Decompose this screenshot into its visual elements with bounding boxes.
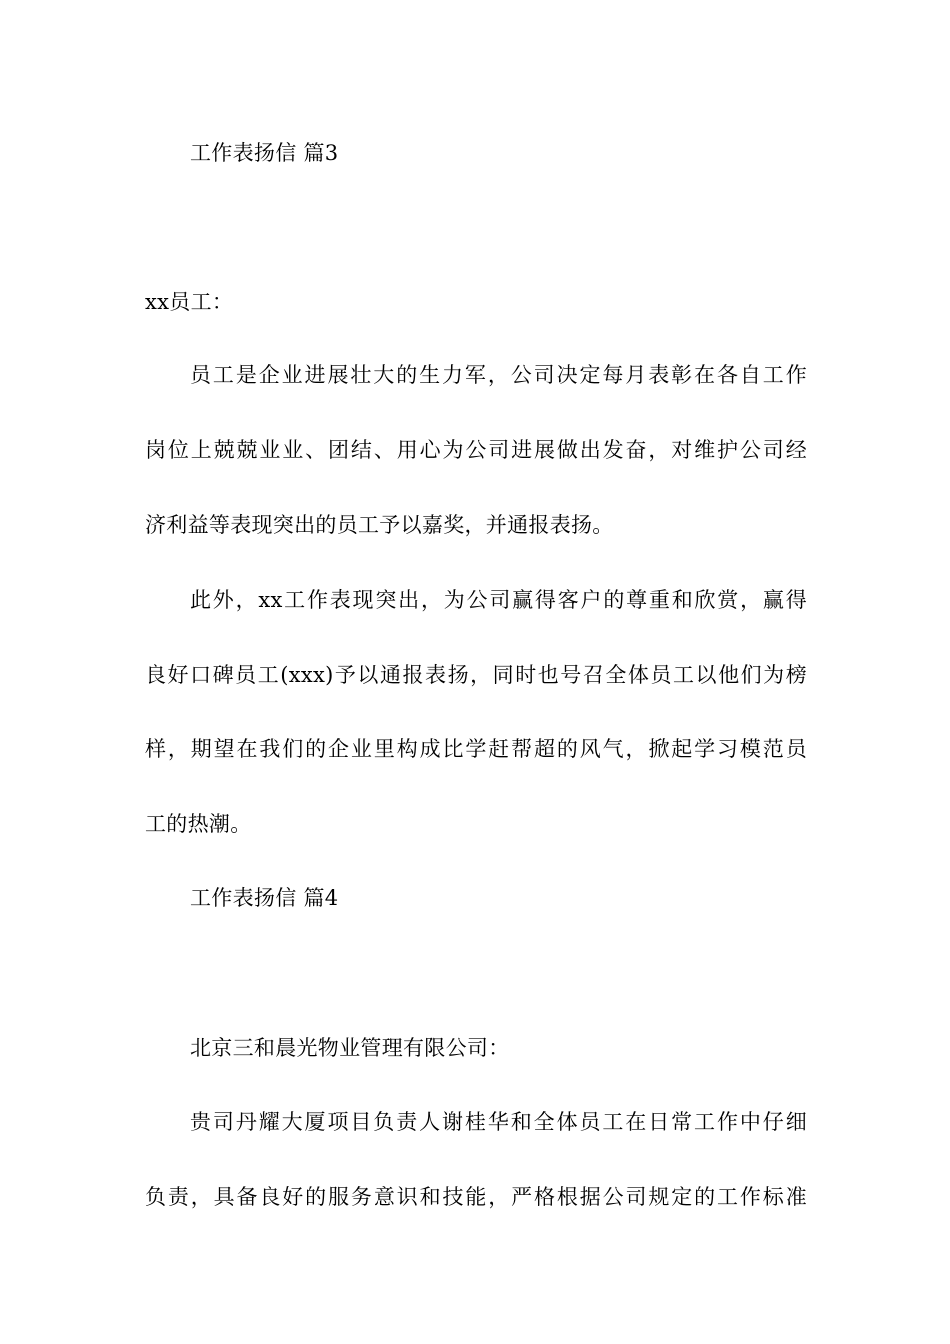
paragraph-line: 样，期望在我们的企业里构成比学赶帮超的风气，掀起学习模范员 xyxy=(145,737,807,761)
paragraph-line: 济利益等表现突出的员工予以嘉奖，并通报表扬。 xyxy=(145,513,614,537)
section-heading-4: 工作表扬信 篇4 xyxy=(190,886,339,910)
paragraph-line: 良好口碑员工(xxx)予以通报表扬，同时也号召全体员工以他们为榜 xyxy=(145,663,807,687)
section-heading-3: 工作表扬信 篇3 xyxy=(190,141,339,165)
salutation-1: xx员工： xyxy=(145,290,234,314)
paragraph-line: 负责，具备良好的服务意识和技能，严格根据公司规定的工作标准 xyxy=(145,1185,807,1209)
paragraph-line: 岗位上兢兢业业、团结、用心为公司进展做出发奋，对维护公司经 xyxy=(145,438,807,462)
paragraph-line: 员工是企业进展壮大的生力军，公司决定每月表彰在各自工作 xyxy=(190,363,807,387)
paragraph-line: 工的热潮。 xyxy=(145,812,252,836)
paragraph-line: 此外，xx工作表现突出，为公司赢得客户的尊重和欣赏，赢得 xyxy=(190,588,807,612)
paragraph-line: 贵司丹耀大厦项目负责人谢桂华和全体员工在日常工作中仔细 xyxy=(190,1110,807,1134)
salutation-2: 北京三和晨光物业管理有限公司： xyxy=(190,1036,510,1060)
